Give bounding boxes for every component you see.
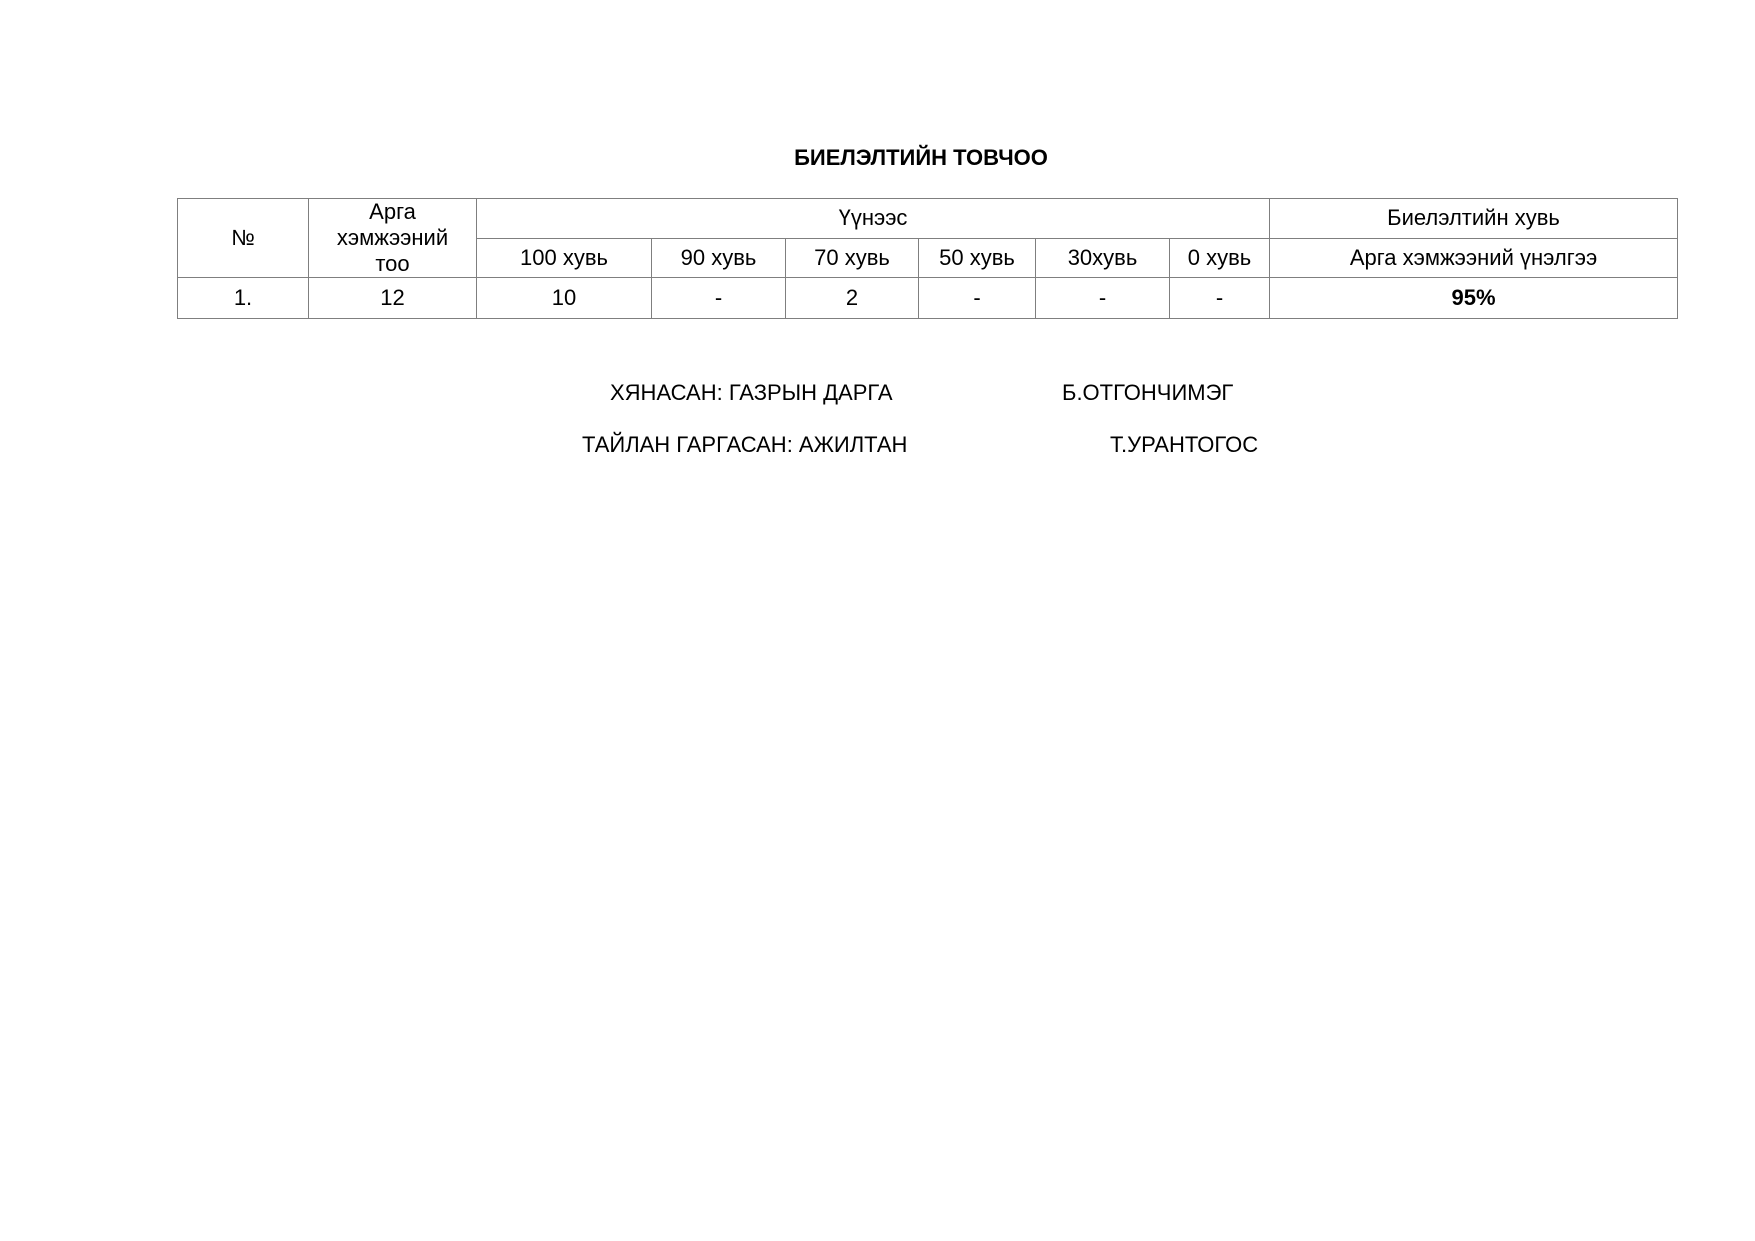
cell-eval-90: -	[652, 278, 786, 319]
cell-eval-50: -	[919, 278, 1036, 319]
header-completion-group: Биелэлтийн хувь	[1270, 199, 1678, 239]
page-title: БИЕЛЭЛТИЙН ТОВЧОО	[794, 145, 1048, 170]
cell-eval-100: 10	[477, 278, 652, 319]
header-evaluation-group: Үүнээс	[477, 199, 1270, 239]
cell-eval-70: 2	[786, 278, 919, 319]
header-eval-0: 0 хувь	[1170, 238, 1270, 278]
header-eval-70: 70 хувь	[786, 238, 919, 278]
header-eval-50: 50 хувь	[919, 238, 1036, 278]
header-eval-30: 30хувь	[1036, 238, 1170, 278]
cell-completion: 95%	[1270, 278, 1678, 319]
cell-number: 1.	[178, 278, 309, 319]
prepared-role: ТАЙЛАН ГАРГАСАН: АЖИЛТАН	[582, 432, 908, 457]
header-number: №	[178, 199, 309, 278]
header-eval-90: 90 хувь	[652, 238, 786, 278]
cell-measures-count: 12	[309, 278, 477, 319]
header-measures-count	[309, 199, 477, 278]
reviewed-role: ХЯНАСАН: ГАЗРЫН ДАРГА	[610, 380, 893, 405]
header-measures-count-line: Арга	[369, 199, 416, 224]
table-header-row	[178, 199, 1678, 239]
header-measures-count-line: тоо	[375, 251, 410, 276]
cell-eval-0: -	[1170, 278, 1270, 319]
prepared-name: Т.УРАНТОГОС	[1110, 432, 1259, 457]
table-row	[178, 278, 1678, 319]
reviewed-name: Б.ОТГОНЧИМЭГ	[1062, 380, 1234, 405]
summary-table	[177, 198, 1678, 319]
header-measures-count-line: хэмжээний	[336, 225, 449, 250]
cell-eval-30: -	[1036, 278, 1170, 319]
header-completion-column: Арга хэмжээний үнэлгээ	[1270, 238, 1678, 278]
header-eval-100: 100 хувь	[477, 238, 652, 278]
